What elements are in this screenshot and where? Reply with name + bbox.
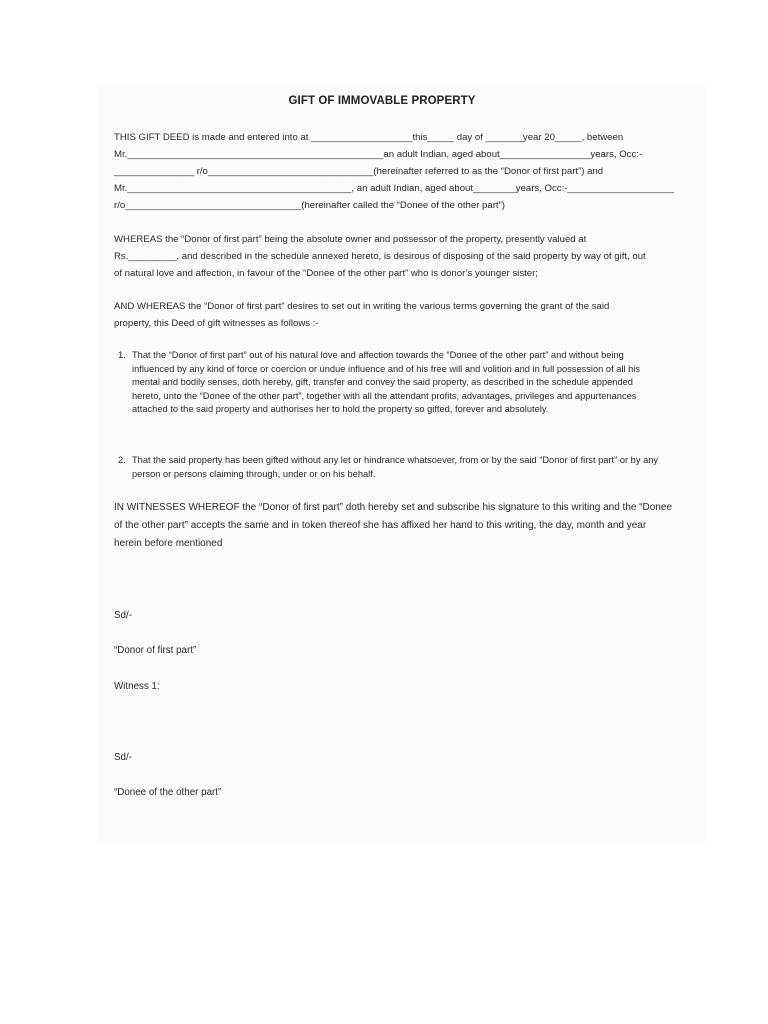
whereas-line: of natural love and affection, in favour of the “Donee of the other part” who is donor’s younger sister; [114,268,538,279]
donor-label: “Donor of first part” [114,645,197,656]
whereas-line: Rs._________, and described in the schedule annexed hereto, is desirous of disposing of the said property by way of gift, out [114,251,646,262]
intro-line: Mr.________________________________________________an adult Indian, aged about_________________years, Occ:- [114,149,643,160]
and-whereas-paragraph [114,298,674,332]
witness-clause: IN WITNESSES WHEREOF the “Donor of first part” doth hereby set and subscribe his signature to this writing and the “Donee of the other part” accepts the same and in token thereof she has affixed her hand to this writing, the day, month and year herein before mentioned [114,502,673,549]
and-whereas-line: property, this Deed of gift witnesses as follows :- [114,318,319,329]
clause-text: That the “Donor of first part” out of his natural love and affection towards the “Donee of the other part” and without being influenced by any kind of force or coercion or undue influence and of his free will and volition and in full possession of all his mental and bodily senses, doth hereby, gift, transfer and convey the said property, as described in the schedule appended hereto, unto the “Donee of the other part”, together with all the attendant profits, advantages, privileges and appurtenances attached to the said property and authorises her to hold the property so gifted, forever and absolutely. [132,350,641,415]
donor-sd: Sd/- [114,610,132,621]
clause-item [118,349,663,417]
clause-number: 1. [118,350,126,360]
whereas-paragraph [114,231,674,282]
clause-list-2 [118,454,663,481]
intro-paragraph [114,129,674,214]
intro-line: _______________ r/o_______________________________(hereinafter referred to as the “Donor of first part”) and [114,166,604,177]
and-whereas-line: AND WHEREAS the “Donor of first part” desires to set out in writing the various terms governing the grant of the said [114,301,610,312]
donee-sd: Sd/- [114,752,132,763]
donee-label: “Donee of the other part” [114,787,222,798]
intro-line: THIS GIFT DEED is made and entered into at ___________________this_____ day of _______year 20_____, between [114,132,624,143]
whereas-line: WHEREAS the “Donor of first part” being the absolute owner and possessor of the property, presently valued at [114,234,587,245]
document-title: GIFT OF IMMOVABLE PROPERTY [288,95,476,107]
witness-label: Witness 1: [114,681,160,692]
clause-list [118,349,663,417]
clause-item [118,454,663,481]
clause-number: 2. [118,455,126,465]
intro-line: r/o_________________________________(hereinafter called the “Donee of the other part”) [114,200,505,211]
clause-text: That the said property has been gifted without any let or hindrance whatsoever, from or by the said “Donor of first part” or by any person or persons claiming through, under or on his behalf. [132,455,659,479]
intro-line: Mr.__________________________________________, an adult Indian, aged about________years, Occ:-____________________ [114,183,675,194]
